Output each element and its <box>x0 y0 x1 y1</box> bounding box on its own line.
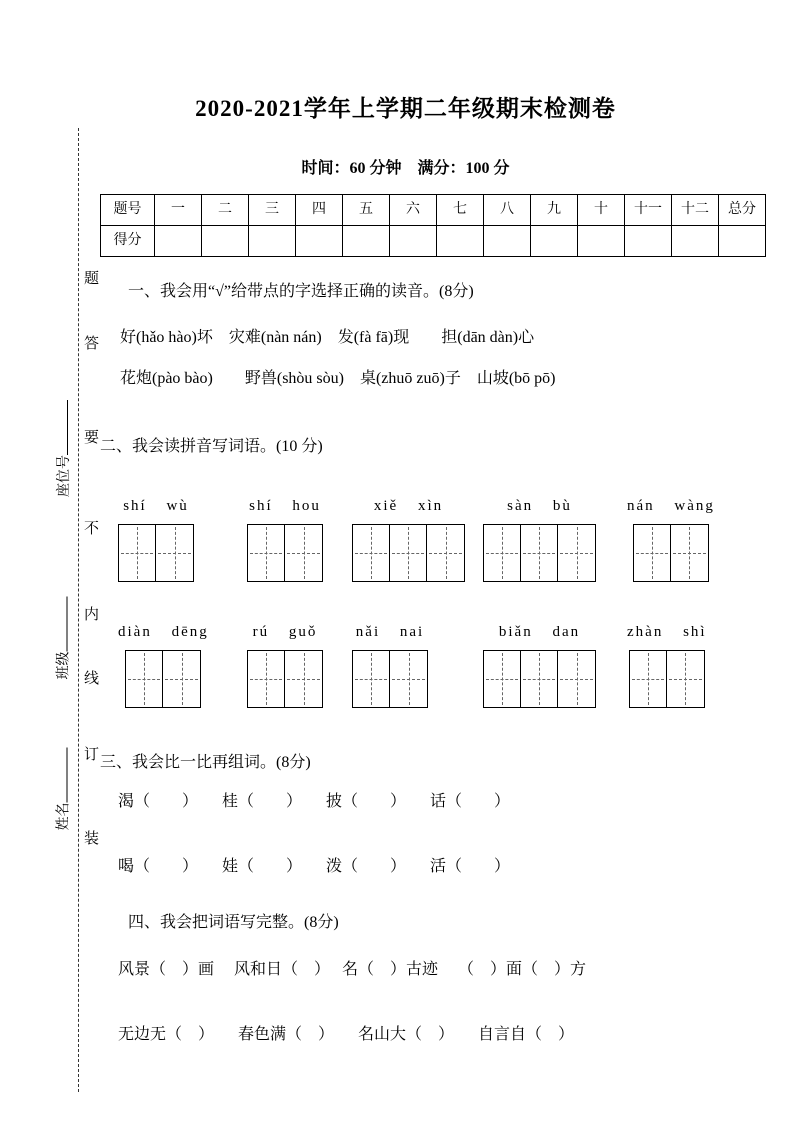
pinyin-word-group <box>352 498 465 586</box>
score-table-header-cell: 八 <box>484 194 531 225</box>
seat-number-label: 座位号 <box>57 455 72 497</box>
binding-text-char: 订 <box>84 747 100 763</box>
writing-grid <box>247 524 323 582</box>
score-table-header-cell: 二 <box>202 194 249 225</box>
exam-time-and-score: 时间：60 分钟 满分：100 分 <box>301 160 510 178</box>
name-blank-line <box>54 748 68 803</box>
score-table-header-cell: 七 <box>437 194 484 225</box>
score-table-header-cell: 十二 <box>672 194 719 225</box>
pinyin-label: rú guǒ <box>252 624 318 641</box>
score-table-header-cell: 四 <box>296 194 343 225</box>
score-table-header-cell: 九 <box>531 194 578 225</box>
score-blank-cell <box>437 225 484 256</box>
score-table-header-cell: 总分 <box>719 194 766 225</box>
score-table-header-cell: 一 <box>155 194 202 225</box>
pinyin-word-group <box>627 624 707 712</box>
writing-grid <box>352 650 428 708</box>
score-blank-cell <box>296 225 343 256</box>
section-one-heading: 一、我会用“√”给带点的字选择正确的读音。(8分) <box>128 282 474 300</box>
score-blank-cell <box>672 225 719 256</box>
pinyin-word-group <box>352 624 428 712</box>
score-table-header-row <box>101 194 766 225</box>
score-blank-cell <box>625 225 672 256</box>
binding-text-char: 答 <box>84 336 100 352</box>
pinyin-label: xiě xìn <box>373 498 444 515</box>
writing-grid <box>629 650 705 708</box>
section-four-line2: 无边无（ ） 春色满（ ） 名山大（ ） 自言自（ ） <box>118 1026 575 1044</box>
pinyin-label: shí hou <box>249 498 321 515</box>
section-four-heading: 四、我会把词语写完整。(8分) <box>128 913 339 931</box>
section-two-heading: 二、我会读拼音写词语。(10 分) <box>100 438 323 455</box>
section-four-line1: 风景（ ）画 风和日（ ） 名（ ）古迹 （ ）面（ ）方 <box>118 960 587 978</box>
score-blank-cell <box>719 225 766 256</box>
score-blank-cell <box>202 225 249 256</box>
pinyin-label: nán wàng <box>627 498 715 515</box>
section-one-line1: 好(hǎo hào)坏 灾难(nàn nán) 发(fà fā)现 担(dān dàn)心 <box>120 329 535 347</box>
section-three-line1: 渴（ ） 桂（ ） 披（ ） 话（ ） <box>118 792 511 810</box>
writing-grid <box>118 524 194 582</box>
section-three-heading: 三、我会比一比再组词。(8分) <box>100 754 311 772</box>
score-table <box>100 194 766 257</box>
score-blank-cell <box>343 225 390 256</box>
pinyin-word-group <box>483 498 596 586</box>
score-blank-cell <box>531 225 578 256</box>
class-field <box>53 595 73 680</box>
binding-line <box>78 128 79 1092</box>
score-blank-cell <box>578 225 625 256</box>
binding-text-char: 题 <box>84 271 100 287</box>
score-table-header-cell: 十 <box>578 194 625 225</box>
writing-grid <box>125 650 201 708</box>
score-blank-cell <box>249 225 296 256</box>
pinyin-writing-row-2 <box>100 624 766 710</box>
pinyin-word-group <box>247 624 323 712</box>
binding-text-char: 内 <box>84 607 100 623</box>
score-table-header-cell: 五 <box>343 194 390 225</box>
score-blank-cell <box>484 225 531 256</box>
binding-text-char: 装 <box>84 831 100 847</box>
page-title: 2020-2021学年上学期二年级期末检测卷 <box>195 96 616 121</box>
name-field <box>53 746 73 831</box>
score-table-score-row <box>101 225 766 256</box>
writing-grid <box>483 524 596 582</box>
writing-grid <box>352 524 465 582</box>
pinyin-label: zhàn shì <box>627 624 707 641</box>
seat-number-field <box>53 397 73 497</box>
seat-number-blank-line <box>54 400 68 455</box>
section-three-line2: 喝（ ） 娃（ ） 泼（ ） 活（ ） <box>118 858 511 876</box>
pinyin-label: shí wù <box>123 498 189 515</box>
binding-text-char: 线 <box>84 671 100 687</box>
section-one-line2: 花炮(pào bào) 野兽(shòu sòu) 桌(zhuō zuō)子 山坡(bō pō) <box>120 369 556 387</box>
pinyin-word-group <box>483 624 596 712</box>
score-blank-cell <box>155 225 202 256</box>
pinyin-label: diàn dēng <box>118 624 209 641</box>
writing-grid <box>483 650 596 708</box>
score-table-header-cell: 题号 <box>101 194 155 225</box>
paper-content <box>100 0 766 1045</box>
pinyin-label: biǎn dan <box>498 624 581 641</box>
pinyin-word-group <box>247 498 323 586</box>
pinyin-writing-row-1 <box>100 498 766 584</box>
pinyin-word-group <box>627 498 715 586</box>
score-table-header-cell: 十一 <box>625 194 672 225</box>
writing-grid <box>633 524 709 582</box>
score-table-header-cell: 六 <box>390 194 437 225</box>
binding-text-char: 不 <box>84 521 100 537</box>
binding-text-char: 要 <box>84 430 100 446</box>
class-label: 班级 <box>56 651 72 680</box>
pinyin-word-group <box>118 624 209 712</box>
class-blank-line <box>54 597 68 652</box>
score-row-label: 得分 <box>101 225 155 256</box>
score-table-header-cell: 三 <box>249 194 296 225</box>
pinyin-label: sàn bù <box>507 498 572 515</box>
pinyin-label: nǎi nai <box>355 624 425 641</box>
name-label: 姓名 <box>56 802 72 831</box>
score-blank-cell <box>390 225 437 256</box>
pinyin-word-group <box>118 498 194 586</box>
writing-grid <box>247 650 323 708</box>
